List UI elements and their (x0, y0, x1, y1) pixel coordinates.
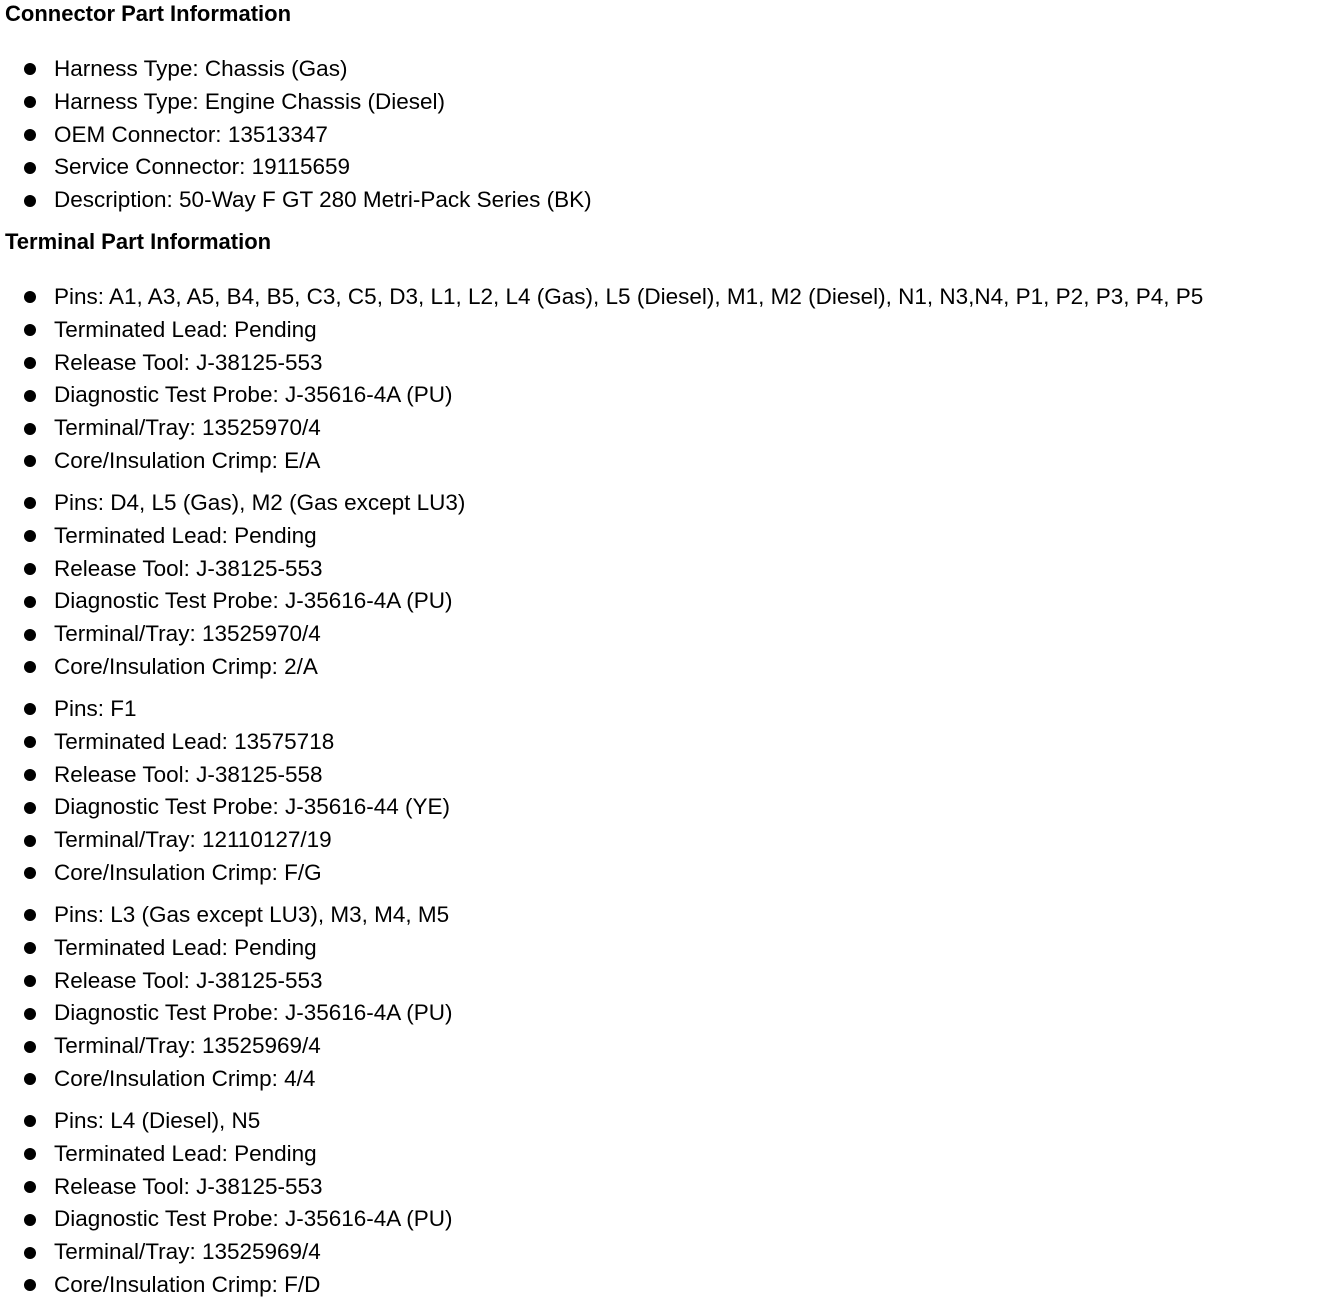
bullet-icon (24, 661, 36, 673)
bullet-icon (24, 1115, 36, 1127)
core-insulation-crimp: Core/Insulation Crimp: F/G (54, 859, 322, 885)
bullet-icon (24, 1073, 36, 1085)
bullet-icon (24, 1148, 36, 1160)
bullet-icon (24, 736, 36, 748)
release-tool: Release Tool: J-38125-553 (54, 555, 323, 581)
bullet-icon (24, 1181, 36, 1193)
terminal-part-information-heading: Terminal Part Information (5, 229, 272, 254)
oem-connector: OEM Connector: 13513347 (54, 121, 328, 147)
bullet-icon (24, 455, 36, 467)
bullet-icon (24, 596, 36, 608)
terminal-tray: Terminal/Tray: 13525969/4 (54, 1033, 321, 1059)
terminated-lead: Terminated Lead: Pending (54, 934, 317, 960)
bullet-icon (24, 942, 36, 954)
terminated-lead: Terminated Lead: 13575718 (54, 728, 335, 754)
terminated-lead: Terminated Lead: Pending (54, 1140, 317, 1166)
bullet-icon (24, 96, 36, 108)
connector-part-information-heading: Connector Part Information (5, 1, 292, 26)
bullet-icon (24, 1279, 36, 1291)
bullet-icon (24, 423, 36, 435)
release-tool: Release Tool: J-38125-558 (54, 761, 323, 787)
bullet-icon (24, 357, 36, 369)
core-insulation-crimp: Core/Insulation Crimp: 2/A (54, 653, 318, 679)
bullet-icon (24, 1008, 36, 1020)
terminated-lead: Terminated Lead: Pending (54, 522, 317, 548)
bullet-icon (24, 291, 36, 303)
terminal-tray: Terminal/Tray: 13525970/4 (54, 415, 321, 441)
bullet-icon (24, 769, 36, 781)
bullet-icon (24, 1214, 36, 1226)
diagnostic-test-probe: Diagnostic Test Probe: J-35616-44 (YE) (54, 794, 451, 820)
pins: Pins: A1, A3, A5, B4, B5, C3, C5, D3, L1, L2, L4 (Gas), L5 (Diesel), M1, M2 (Diesel), N1, N3,N4, P1, P2, P3, P4, P5 (54, 284, 1204, 309)
bullet-icon (24, 1247, 36, 1259)
diagnostic-test-probe: Diagnostic Test Probe: J-35616-4A (PU) (54, 1000, 453, 1026)
diagnostic-test-probe: Diagnostic Test Probe: J-35616-4A (PU) (54, 382, 453, 408)
bullet-icon (24, 195, 36, 207)
core-insulation-crimp: Core/Insulation Crimp: F/D (54, 1271, 321, 1297)
release-tool: Release Tool: J-38125-553 (54, 349, 323, 375)
bullet-icon (24, 909, 36, 921)
terminal-tray: Terminal/Tray: 13525970/4 (54, 621, 321, 647)
diagnostic-test-probe: Diagnostic Test Probe: J-35616-4A (PU) (54, 588, 453, 614)
bullet-icon (24, 63, 36, 75)
pins: Pins: L3 (Gas except LU3), M3, M4, M5 (54, 902, 450, 927)
service-connector: Service Connector: 19115659 (54, 154, 351, 180)
bullet-icon (24, 629, 36, 641)
terminal-tray: Terminal/Tray: 13525969/4 (54, 1239, 321, 1265)
bullet-icon (24, 867, 36, 879)
terminated-lead: Terminated Lead: Pending (54, 316, 317, 342)
bullet-icon (24, 1041, 36, 1053)
connector-description: Description: 50-Way F GT 280 Metri-Pack Series (BK) (54, 187, 592, 213)
pins: Pins: D4, L5 (Gas), M2 (Gas except LU3) (54, 490, 466, 515)
bullet-icon (24, 835, 36, 847)
diagnostic-test-probe: Diagnostic Test Probe: J-35616-4A (PU) (54, 1206, 453, 1232)
terminal-tray: Terminal/Tray: 12110127/19 (54, 827, 332, 853)
bullet-icon (24, 975, 36, 987)
bullet-icon (24, 324, 36, 336)
bullet-icon (24, 497, 36, 509)
release-tool: Release Tool: J-38125-553 (54, 967, 323, 993)
harness-type-diesel: Harness Type: Engine Chassis (Diesel) (54, 88, 446, 114)
bullet-icon (24, 563, 36, 575)
pins: Pins: F1 (54, 696, 137, 721)
core-insulation-crimp: Core/Insulation Crimp: E/A (54, 447, 321, 473)
bullet-icon (24, 390, 36, 402)
bullet-icon (24, 802, 36, 814)
bullet-icon (24, 530, 36, 542)
core-insulation-crimp: Core/Insulation Crimp: 4/4 (54, 1065, 316, 1091)
bullet-icon (24, 703, 36, 715)
harness-type-gas: Harness Type: Chassis (Gas) (54, 56, 348, 81)
bullet-icon (24, 162, 36, 174)
pins: Pins: L4 (Diesel), N5 (54, 1108, 261, 1133)
bullet-icon (24, 129, 36, 141)
release-tool: Release Tool: J-38125-553 (54, 1173, 323, 1199)
